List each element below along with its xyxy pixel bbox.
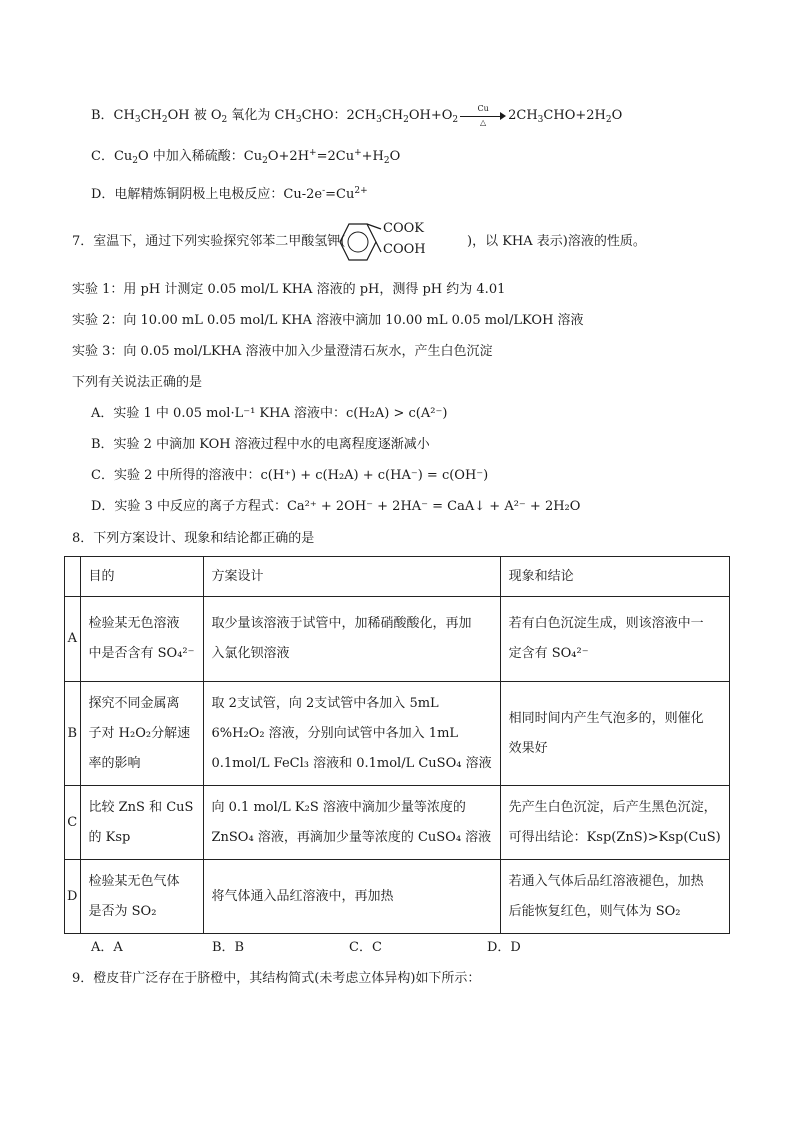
header-cell-result: 现象和结论 (500, 557, 729, 597)
q7-stem-part1: 7．室温下，通过下列实验探究邻苯二甲酸氢钾( (72, 234, 346, 249)
table-row (65, 786, 730, 860)
row-label: B (65, 682, 81, 786)
q6-option-b: B．$CH_3CH_2OH$ 被 $O_2$ 氧化为 $CH_3CHO$：$2CH_3CH_2OH+O_2$ Cu △ $2CH_3CHO+2H_2O$ (91, 103, 623, 127)
purpose-cell: 检验某无色溶液 中是否含有 SO₄²⁻ (80, 597, 203, 682)
struct-group-bottom: COOH (383, 242, 426, 257)
design-cell: 取 2支试管，向 2支试管中各加入 5mL 6%H₂O₂ 溶液，分别向试管中各加入 1mL 0.1mol/L FeCl₃ 溶液和 0.1mol/L CuSO₄ 溶液 (203, 682, 500, 786)
design-cell: 取少量该溶液于试管中，加稀硝酸酸化，再加 入氯化钡溶液 (203, 597, 500, 682)
table-header-row (65, 557, 730, 597)
q7-ask: 下列有关说法正确的是 (72, 375, 203, 390)
q7-option-c: C．实验 2 中所得的溶液中：c(H⁺) + c(H₂A) + c(HA⁻) = c(OH⁻) (91, 468, 489, 483)
row-label: C (65, 786, 81, 860)
q8-choice-b: B．B (212, 940, 245, 955)
design-cell: 将气体通入品红溶液中，再加热 (203, 860, 500, 934)
q7-experiment-2: 实验 2：向 10.00 mL 0.05 mol/L KHA 溶液中滴加 10.00 mL 0.05 mol/LKOH 溶液 (72, 313, 584, 328)
q9-stem: 9．橙皮苷广泛存在于脐橙中，其结构简式(未考虑立体异构)如下所示： (72, 971, 481, 986)
q6-option-c: C．$Cu_2O$ 中加入稀硫酸：$Cu_2O+2H^+=2Cu^++H_2O$ (91, 148, 401, 166)
q7-experiment-1: 实验 1：用 pH 计测定 0.05 mol/L KHA 溶液的 pH，测得 pH 约为 4.01 (72, 282, 506, 297)
table-row (65, 860, 730, 934)
q7-experiment-3: 实验 3：向 0.05 mol/LKHA 溶液中加入少量澄清石灰水，产生白色沉淀 (72, 344, 493, 359)
purpose-cell: 检验某无色气体 是否为 SO₂ (80, 860, 203, 934)
q8-choice-c: C．C (349, 940, 382, 955)
q8-choice-a: A．A (91, 940, 123, 955)
table-row (65, 682, 730, 786)
potassium-hydrogen-phthalate-structure (331, 220, 461, 264)
purpose-cell: 探究不同金属离 子对 H₂O₂分解速 率的影响 (80, 682, 203, 786)
design-cell: 向 0.1 mol/L K₂S 溶液中滴加少量等浓度的 ZnSO₄ 溶液，再滴加少量等浓度的 CuSO₄ 溶液 (203, 786, 500, 860)
q8-table (64, 556, 730, 934)
q6-option-d: D．电解精炼铜阴极上电极反应：$Cu-2e^-=Cu^{2+}$ (91, 186, 368, 202)
q8-choice-d: D．D (487, 940, 521, 955)
reaction-arrow: Cu △ (460, 109, 506, 123)
q7-option-d: D．实验 3 中反应的离子方程式：Ca²⁺ + 2OH⁻ + 2HA⁻ = CaA↓ + A²⁻ + 2H₂O (91, 499, 581, 514)
q7-option-b: B．实验 2 中滴加 KOH 溶液过程中水的电离程度逐渐减小 (91, 437, 430, 452)
header-cell-blank (65, 557, 81, 597)
result-cell: 相同时间内产生气泡多的，则催化 效果好 (500, 682, 729, 786)
header-cell-design: 方案设计 (203, 557, 500, 597)
row-label: A (65, 597, 81, 682)
q7-stem-part2: )，以 KHA 表示)溶液的性质。 (467, 234, 646, 249)
table-row (65, 597, 730, 682)
q7-option-a: A．实验 1 中 0.05 mol·L⁻¹ KHA 溶液中：c(H₂A) > c(A²⁻) (91, 406, 448, 421)
struct-group-top: COOK (383, 221, 424, 236)
purpose-cell: 比较 ZnS 和 CuS 的 Ksp (80, 786, 203, 860)
result-cell: 先产生白色沉淀，后产生黑色沉淀， 可得出结论：Ksp(ZnS)>Ksp(CuS) (500, 786, 729, 860)
q8-stem: 8．下列方案设计、现象和结论都正确的是 (72, 531, 315, 546)
header-cell-purpose: 目的 (80, 557, 203, 597)
row-label: D (65, 860, 81, 934)
result-cell: 若有白色沉淀生成，则该溶液中一 定含有 SO₄²⁻ (500, 597, 729, 682)
result-cell: 若通入气体后品红溶液褪色，加热 后能恢复红色，则气体为 SO₂ (500, 860, 729, 934)
